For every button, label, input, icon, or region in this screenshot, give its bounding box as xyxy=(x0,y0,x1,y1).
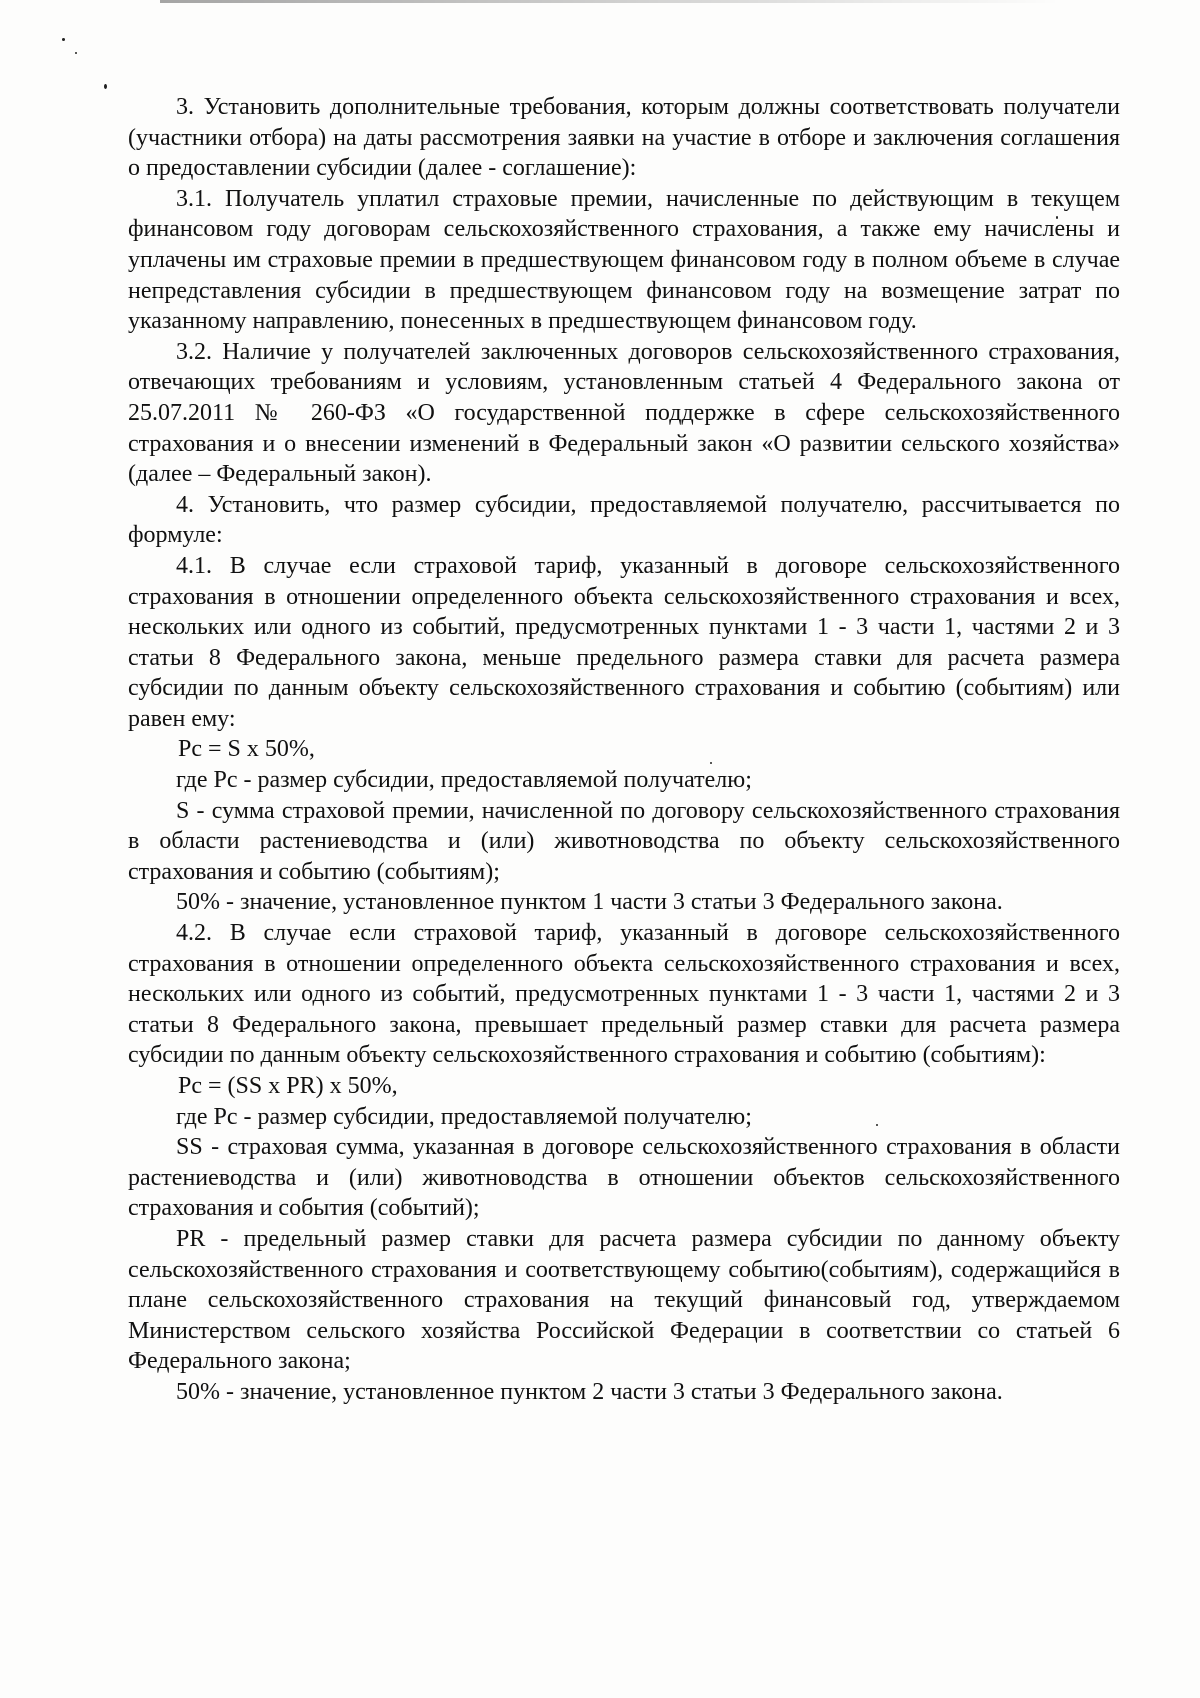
formula-2: Рс = (SS х PR) х 50%, xyxy=(178,1073,398,1099)
formula-2-pr-definition: PR - предельный размер ставки для расчета размера субсидии по данному объекту сельскохозяйственного страхования и соответствующему событию(событиям), содержащийся в плане сельскохозяйственного страхования на текущий финансовый год, утверждаемом Министерством сельского хозяйства Российской Федерации в соответствии со статьей 6 Федерального закона; xyxy=(128,1225,1120,1375)
scan-edge-line xyxy=(160,0,1060,3)
paragraph-4-2: 4.2. В случае если страховой тариф, указанный в договоре сельскохозяйственного страхования в отношении определенного объекта сельскохозяйственного страхования и всех, нескольких или одного из событий, предусмотренных пунктами 1 - 3 части 1, частями 2 и 3 статьи 8 Федерального закона, превышает предельный размер ставки для расчета размера субсидии по данным объекту сельскохозяйственного страхования и событию (событиям): xyxy=(128,920,1120,1069)
formula-2-where: где Рс - размер субсидии, предоставляемой получателю; xyxy=(176,1103,752,1130)
formula-1: Рс = S х 50%, xyxy=(178,736,315,763)
paragraph-4: 4. Установить, что размер субсидии, предоставляемой получателю, рассчитывается по формуле: xyxy=(128,491,1120,549)
formula-2-percent-definition: 50% - значение, установленное пунктом 2 части 3 статьи 3 Федерального закона. xyxy=(176,1378,1003,1405)
paragraph-3-2: 3.2. Наличие у получателей заключенных договоров сельскохозяйственного страхования, отвечающих требованиям и условиям, установленным статьей 4 Федерального закона от 25.07.2011 № 260-ФЗ «О государственной поддержке в сфере сельскохозяйственного страхования и о внесении изменений в Федеральный закон «О развитии сельского хозяйства» (далее – Федеральный закон). xyxy=(128,338,1120,488)
formula-1-s-definition: S - сумма страховой премии, начисленной по договору сельскохозяйственного страхования в области растениеводства и (или) животноводства по объекту сельскохозяйственного страхования и событию (событиям); xyxy=(128,797,1120,885)
paragraph-4-1: 4.1. В случае если страховой тариф, указанный в договоре сельскохозяйственного страхования в отношении определенного объекта сельскохозяйственного страхования и всех, нескольких или одного из событий, предусмотренных пунктами 1 - 3 части 1, частями 2 и 3 статьи 8 Федерального закона, меньше предельного размера ставки для расчета размера субсидии по данным объекту сельскохозяйственного страхования и событию (событиям) или равен ему: xyxy=(128,552,1120,732)
formula-1-percent-definition: 50% - значение, установленное пунктом 1 части 3 статьи 3 Федерального закона. xyxy=(176,889,1003,916)
formula-1-where: где Рс - размер субсидии, предоставляемой получателю; xyxy=(176,767,752,794)
formula-2-ss-definition: SS - страховая сумма, указанная в договоре сельскохозяйственного страхования в области растениеводства и (или) животноводства в отношении объектов сельскохозяйственного страхования и события (событий); xyxy=(128,1134,1120,1222)
document-body xyxy=(128,92,1120,1408)
scan-speck xyxy=(75,52,77,54)
paragraph-3-1: 3.1. Получатель уплатил страховые премии, начисленные по действующим в текущем финансовом году договорам сельскохозяйственного страхования, а также ему начислены и уплачены им страховые премии в предшествующем финансовом году в полном объеме в случае непредставления субсидии в предшествующем финансовом году на возмещение затрат по указанному направлению, понесенных в предшествующем финансовом году. xyxy=(128,185,1120,335)
paragraph-3: 3. Установить дополнительные требования, которым должны соответствовать получатели (участники отбора) на даты рассмотрения заявки на участие в отборе и заключения соглашения о предоставлении субсидии (далее - соглашение): xyxy=(128,94,1120,182)
scan-speck xyxy=(104,84,107,89)
scan-speck xyxy=(62,38,65,41)
